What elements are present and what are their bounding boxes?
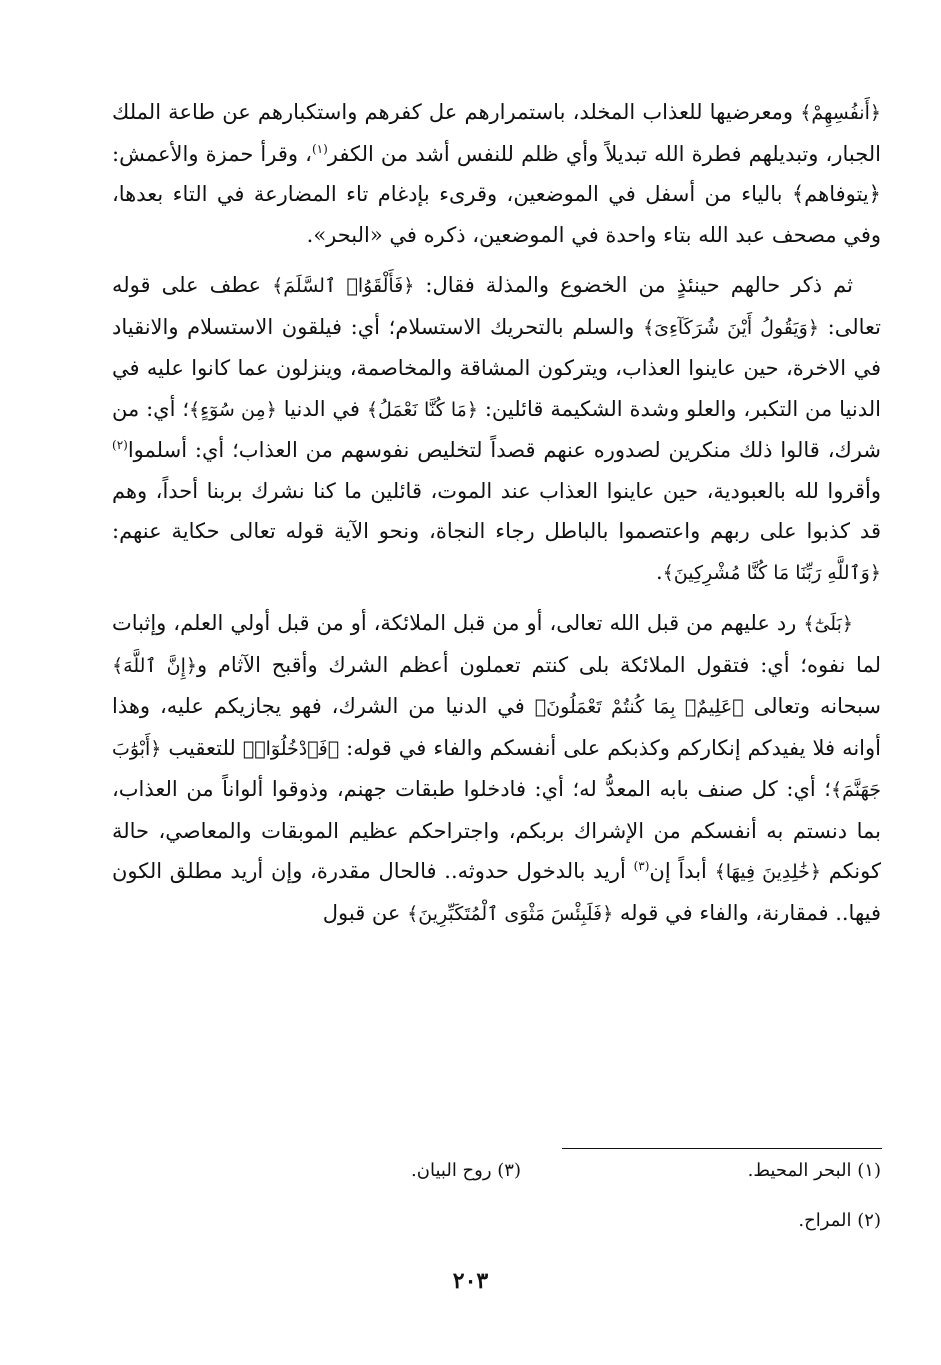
quran-quote: ﴿فَأَلْقَوُا۟ ٱلسَّلَمَ﴾ xyxy=(272,275,415,297)
text-run: عطف على قوله تعالى: xyxy=(112,273,881,339)
text-run: أريد بالدخول حدوثه.. فالحال مقدرة، وإن أريد مطلق الكون فيها.. فمقارنة، والفاء في قوله xyxy=(112,859,881,925)
text-run: ؛ أي: من شرك، قالوا ذلك منكرين لصدوره عنهم قصداً لتخليص نفوسهم من العذاب؛ أي: أسلموا xyxy=(112,396,881,462)
text-run: والسلم بالتحريك الاستسلام؛ أي: فيلقون الاستسلام والانقياد في الاخرة، حين عاينوا العذاب، ويتركون المشاقة والمخاصمة، وينزلون عما كانوا عليه في الدنيا من التكبر، والعلو وشدة الشكيمة قائلين: xyxy=(112,314,882,421)
quran-quote: ﴿مِن سُوٓءٍ﴾ xyxy=(189,398,277,421)
paragraph xyxy=(112,603,881,934)
quran-quote: ﴿أَبْوَٰبَ جَهَنَّمَ﴾ xyxy=(112,737,881,801)
text-run: في الدنيا xyxy=(276,396,367,421)
paragraph xyxy=(112,265,881,593)
text-run: سبحانه وتعالى xyxy=(743,694,882,718)
quran-quote: ﴿خَٰلِدِينَ فِيهَا﴾ xyxy=(714,861,822,883)
text-run: ؛ أي: كل صنف بابه المعدُّ له؛ أي: فادخلوا طبقات جهنم، وذوقوا ألواناً من العذاب، بما دنستم به أنفسكم من الإشراك بربكم، واجتراحكم عظيم الموبقات والمعاصي، حالة كونكم xyxy=(112,777,881,883)
text-run: ، وقرأ حمزة والأعمش: ﴿يتوفاهم﴾ بالياء من أسفل في الموضعين، وقرىء بإدغام تاء المضارعة في التاء بعدها، وفي مصحف عبد الله بتاء واحدة في الموضعين، ذكره في «البحر». xyxy=(112,141,881,247)
quran-quote: ﴿وَيَقُولُ أَيْنَ شُرَكَآءِىَ﴾ xyxy=(642,316,819,339)
text-run: أبداً إن xyxy=(649,859,715,883)
quran-quote: ﴿بَلَىٰٓ﴾ xyxy=(803,613,853,635)
text-run: ثم ذكر حالهم حينئذٍ من الخضوع والمذلة فقال: xyxy=(414,273,853,297)
text-run: . xyxy=(655,559,663,584)
footnote-ref: (٢) xyxy=(112,438,128,452)
quran-quote: ﴿فَلَبِئْسَ مَثْوَى ٱلْمُتَكَبِّرِينَ﴾ xyxy=(407,902,614,925)
footnote-2: (٢) المراح. xyxy=(798,1210,881,1231)
quran-quote: ﴿عَلِيمٌۢ بِمَا كُنتُمْ تَعْمَلُونَ﴾ xyxy=(534,696,744,718)
footnote-1: (١) البحر المحيط. xyxy=(747,1160,881,1181)
quran-quote: ﴿أَنفُسِهِمْ﴾ xyxy=(800,102,881,124)
footnote-3: (٣) روح البيان. xyxy=(411,1160,521,1181)
quran-quote: ﴿إِنَّ ٱللَّهَ﴾ xyxy=(112,654,198,677)
footnote-ref: (١) xyxy=(311,141,328,156)
quran-quote: ﴿مَا كُنَّا نَعْمَلُ﴾ xyxy=(366,398,478,421)
quran-quote: ﴿وَٱللَّهِ رَبِّنَا مَا كُنَّا مُشْرِكِينَ﴾ xyxy=(662,561,881,584)
quran-quote: ﴿فَٱدْخُلُوٓا۟﴾ xyxy=(242,737,340,760)
footnote-separator xyxy=(562,1148,882,1149)
paragraph xyxy=(112,92,881,255)
text-run: للتعقيب xyxy=(161,735,243,760)
text-run: وأقروا لله بالعبودية، حين عاينوا العذاب عند الموت، قائلين ما كنا نشرك بربنا أحداً، وهم قد كذبوا على ربهم واعتصموا بالباطل رجاء النجاة، ونحو الآية قوله تعالى حكاية عنهم: xyxy=(112,478,881,543)
footnote-ref: (٣) xyxy=(633,859,650,873)
text-run: عن قبول xyxy=(322,900,408,925)
page-number: ٢٠٣ xyxy=(452,1268,489,1294)
text-run: في الدنيا من الشرك، فهو يجازيكم عليه، وهذا أوانه فلا يفيدكم إنكاركم وكذبكم على أنفسكم والفاء في قوله: xyxy=(112,694,881,760)
main-text xyxy=(112,92,881,934)
text-run: ومعرضيها للعذاب المخلد، باستمرارهم عل كفرهم واستكبارهم عن طاعة الملك الجبار، وتبديلهم فطرة الله تبديلاً وأي ظلم للنفس أشد من الكفر xyxy=(112,100,881,166)
text-run: رد عليهم من قبل الله تعالى، أو من قبل الملائكة، أو من قبل أولي العلم، وإثبات لما نفوه؛ أي: فتقول الملائكة بلى كنتم تعملون أعظم الشرك وأقبح الآثام و xyxy=(112,611,881,677)
